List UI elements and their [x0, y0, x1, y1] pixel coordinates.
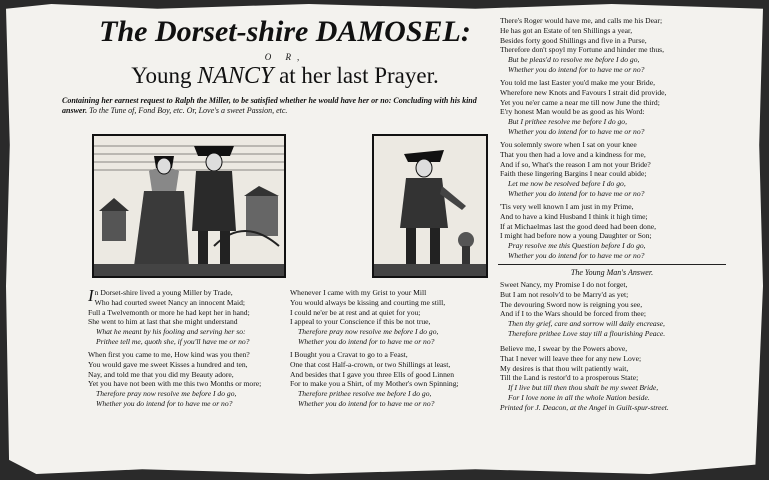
stanza-refrain: Therefore prithee resolve me before I do go,: [298, 389, 432, 399]
stanza-refrain: Whether you do intend for to have me or no?: [298, 336, 435, 346]
stanza-refrain: Let me now be resolved before I do go,: [508, 179, 626, 189]
stanza-line: Believe me, I swear by the Powers above,: [500, 344, 628, 353]
stanza-line: You would always be kissing and courting me still,: [290, 297, 446, 307]
stanza-line: You would gave me sweet Kisses a hundred and ten,: [88, 359, 248, 369]
stanza-line: I might had before now a young Daughter or Son;: [500, 231, 652, 241]
stanza-line: There's Roger would have me, and calls me his Dear;: [500, 16, 663, 25]
stanza-line: He has got an Estate of ten Shillings a year,: [500, 25, 633, 35]
stanza-line: E'ry honest Man would be as good as his Word:: [500, 107, 645, 117]
stanza-line: Nay, and told me that you did my Beauty adore,: [88, 369, 234, 379]
stanza-refrain: Therefore pray now resolve me before I do go,: [96, 389, 237, 399]
stanza-line: My desires is that thou wilt patiently wait,: [500, 363, 629, 373]
stanza-refrain: Whether you do intend for to have me or no?: [508, 64, 645, 74]
woodcut-man: [372, 134, 488, 278]
stanza-line: That you then had a love and a kindness for me,: [500, 149, 646, 159]
stanza-refrain: Pray resolve me this Question before I do go,: [508, 241, 646, 251]
stanza-line: For to make you a Shirt, of my Mother's own Spinning;: [290, 379, 459, 389]
stanza-line: And besides that I gave you three Ells of good Linnen: [290, 369, 455, 379]
stanza-refrain: Whether you do intend for to have me or no?: [96, 398, 233, 408]
stanza-line: Faith these lingering Bargins I near could abide;: [500, 169, 647, 179]
stanza-right-3: [500, 140, 651, 199]
stanza-refrain: But be pleas'd to resolve me before I do go,: [508, 55, 640, 65]
answer-stanza-1: [500, 280, 665, 339]
stanza-line: And if so, What's the reason I am not your Bride?: [500, 159, 651, 169]
stanza-line: I could ne'er be at rest and at quiet for you;: [290, 307, 421, 317]
stanza-refrain: Whether you do intend for to have me or no?: [508, 126, 645, 136]
stanza-right-1: [500, 16, 664, 75]
stanza-line: Wherefore new Knots and Favours I strait did provide,: [500, 87, 667, 97]
stanza-refrain: For I love none in all the whole Nation beside.: [508, 392, 650, 402]
stanza-line: And if I to the Wars should be forced from thee;: [500, 309, 647, 319]
stanza-line: And to have a kind Husband I think it high time;: [500, 211, 648, 221]
stanza-left-1: [88, 288, 250, 347]
stanza-refrain: But I prithee resolve me before I do go,: [508, 117, 628, 127]
stanza-refrain: Prithee tell me, quoth she, if you'll have me or no?: [96, 336, 250, 346]
ballad-description: [62, 96, 482, 116]
subtitle-name: NANCY: [197, 63, 274, 89]
stanza-line: n Dorset-shire lived a young Miller by Trade,: [94, 288, 233, 297]
stanza-line: That I never will leave thee for any new Love;: [500, 353, 642, 363]
ballad-title: The Dorset-shire DAMOSEL:: [99, 15, 471, 48]
stanza-refrain: Whether you do intend for to have me or no?: [298, 398, 435, 408]
drop-cap: I: [88, 286, 94, 305]
stanza-refrain: Therefore pray now resolve me before I do go,: [298, 327, 439, 337]
description-text: Containing her earnest request to Ralph the Miller, to be satisfied whether he would have her or no: Concluding with his kind answer.: [62, 96, 477, 115]
answer-stanza-2: [500, 344, 669, 413]
stanza-line: Therefore don't spoyl my Fortune and hinder me thus,: [500, 45, 664, 55]
stanza-refrain: Whether you do intend for to have me or no?: [508, 188, 645, 198]
stanza-line: Besides forty good Shillings and five in a Purse,: [500, 35, 647, 45]
stanza-line: If at Michaelmas last the good deed had been done,: [500, 221, 657, 231]
woodcut-couple: [92, 134, 286, 278]
or-divider: O R,: [264, 52, 306, 62]
stanza-line: But I am not resolv'd to be Marry'd as yet;: [500, 289, 629, 299]
stanza-line: Full a Twelvemonth or more he had kept her in hand;: [88, 307, 250, 317]
printer-imprint: Printed for J. Deacon, at the Angel in Guilt-spur-street.: [500, 402, 669, 412]
stanza-line: One that cost Half-a-crown, or two Shillings at least,: [290, 359, 451, 369]
stanza-line: Whenever I came with my Grist to your Mill: [290, 288, 427, 297]
stanza-right-4: [500, 202, 656, 261]
ballad-subtitle: [80, 62, 490, 90]
stanza-line: Sweet Nancy, my Promise I do not forget,: [500, 280, 628, 289]
stanza-line: Yet you ne'er came a near me till now June the third;: [500, 97, 660, 107]
stanza-mid-1: [290, 288, 445, 347]
stanza-mid-2: [290, 350, 459, 409]
section-divider: [498, 264, 726, 265]
stanza-refrain: Whether you do intend for to have me or no?: [508, 250, 645, 260]
stanza-left-2: [88, 350, 261, 409]
tune-text: To the Tune of, Fond Boy, etc. Or, Love's a sweet Passion, etc.: [89, 106, 288, 115]
answer-heading: The Young Man's Answer.: [570, 268, 654, 277]
stanza-line: You told me last Easter you'd make me your Bride,: [500, 78, 655, 87]
stanza-right-2: [500, 78, 666, 137]
stanza-line: When first you came to me, How kind was you then?: [88, 350, 250, 359]
stanza-refrain: If I live but till then thou shalt be my sweet Bride,: [508, 383, 659, 393]
stanza-line: You solemnly swore when I sat on your knee: [500, 140, 637, 149]
stanza-refrain: What he meant by his fooling and serving her so:: [96, 327, 246, 337]
stanza-line: Who had courted sweet Nancy an innocent Maid;: [94, 297, 246, 307]
stanza-refrain: Then thy grief, care and sorrow will daily encrease,: [508, 319, 665, 329]
stanza-line: She went to him at last that she might understand: [88, 317, 238, 327]
stanza-line: I appeal to your Conscience if this be not true,: [290, 317, 431, 327]
stanza-line: 'Tis very well known I am just in my Prime,: [500, 202, 634, 211]
stanza-line: Yet you have not been with me this two Months or more;: [88, 379, 262, 389]
stanza-refrain: Therefore prithee Love stay till a flourishing Peace.: [508, 328, 666, 338]
stanza-line: I Bought you a Cravat to go to a Feast,: [290, 350, 408, 359]
subtitle-post: at her last Prayer.: [279, 63, 439, 88]
stanza-line: Till the Land is restor'd to a prosperous State;: [500, 373, 639, 383]
stanza-line: The devouring Sword now is reigning you see,: [500, 299, 643, 309]
subtitle-pre: Young: [131, 63, 192, 88]
